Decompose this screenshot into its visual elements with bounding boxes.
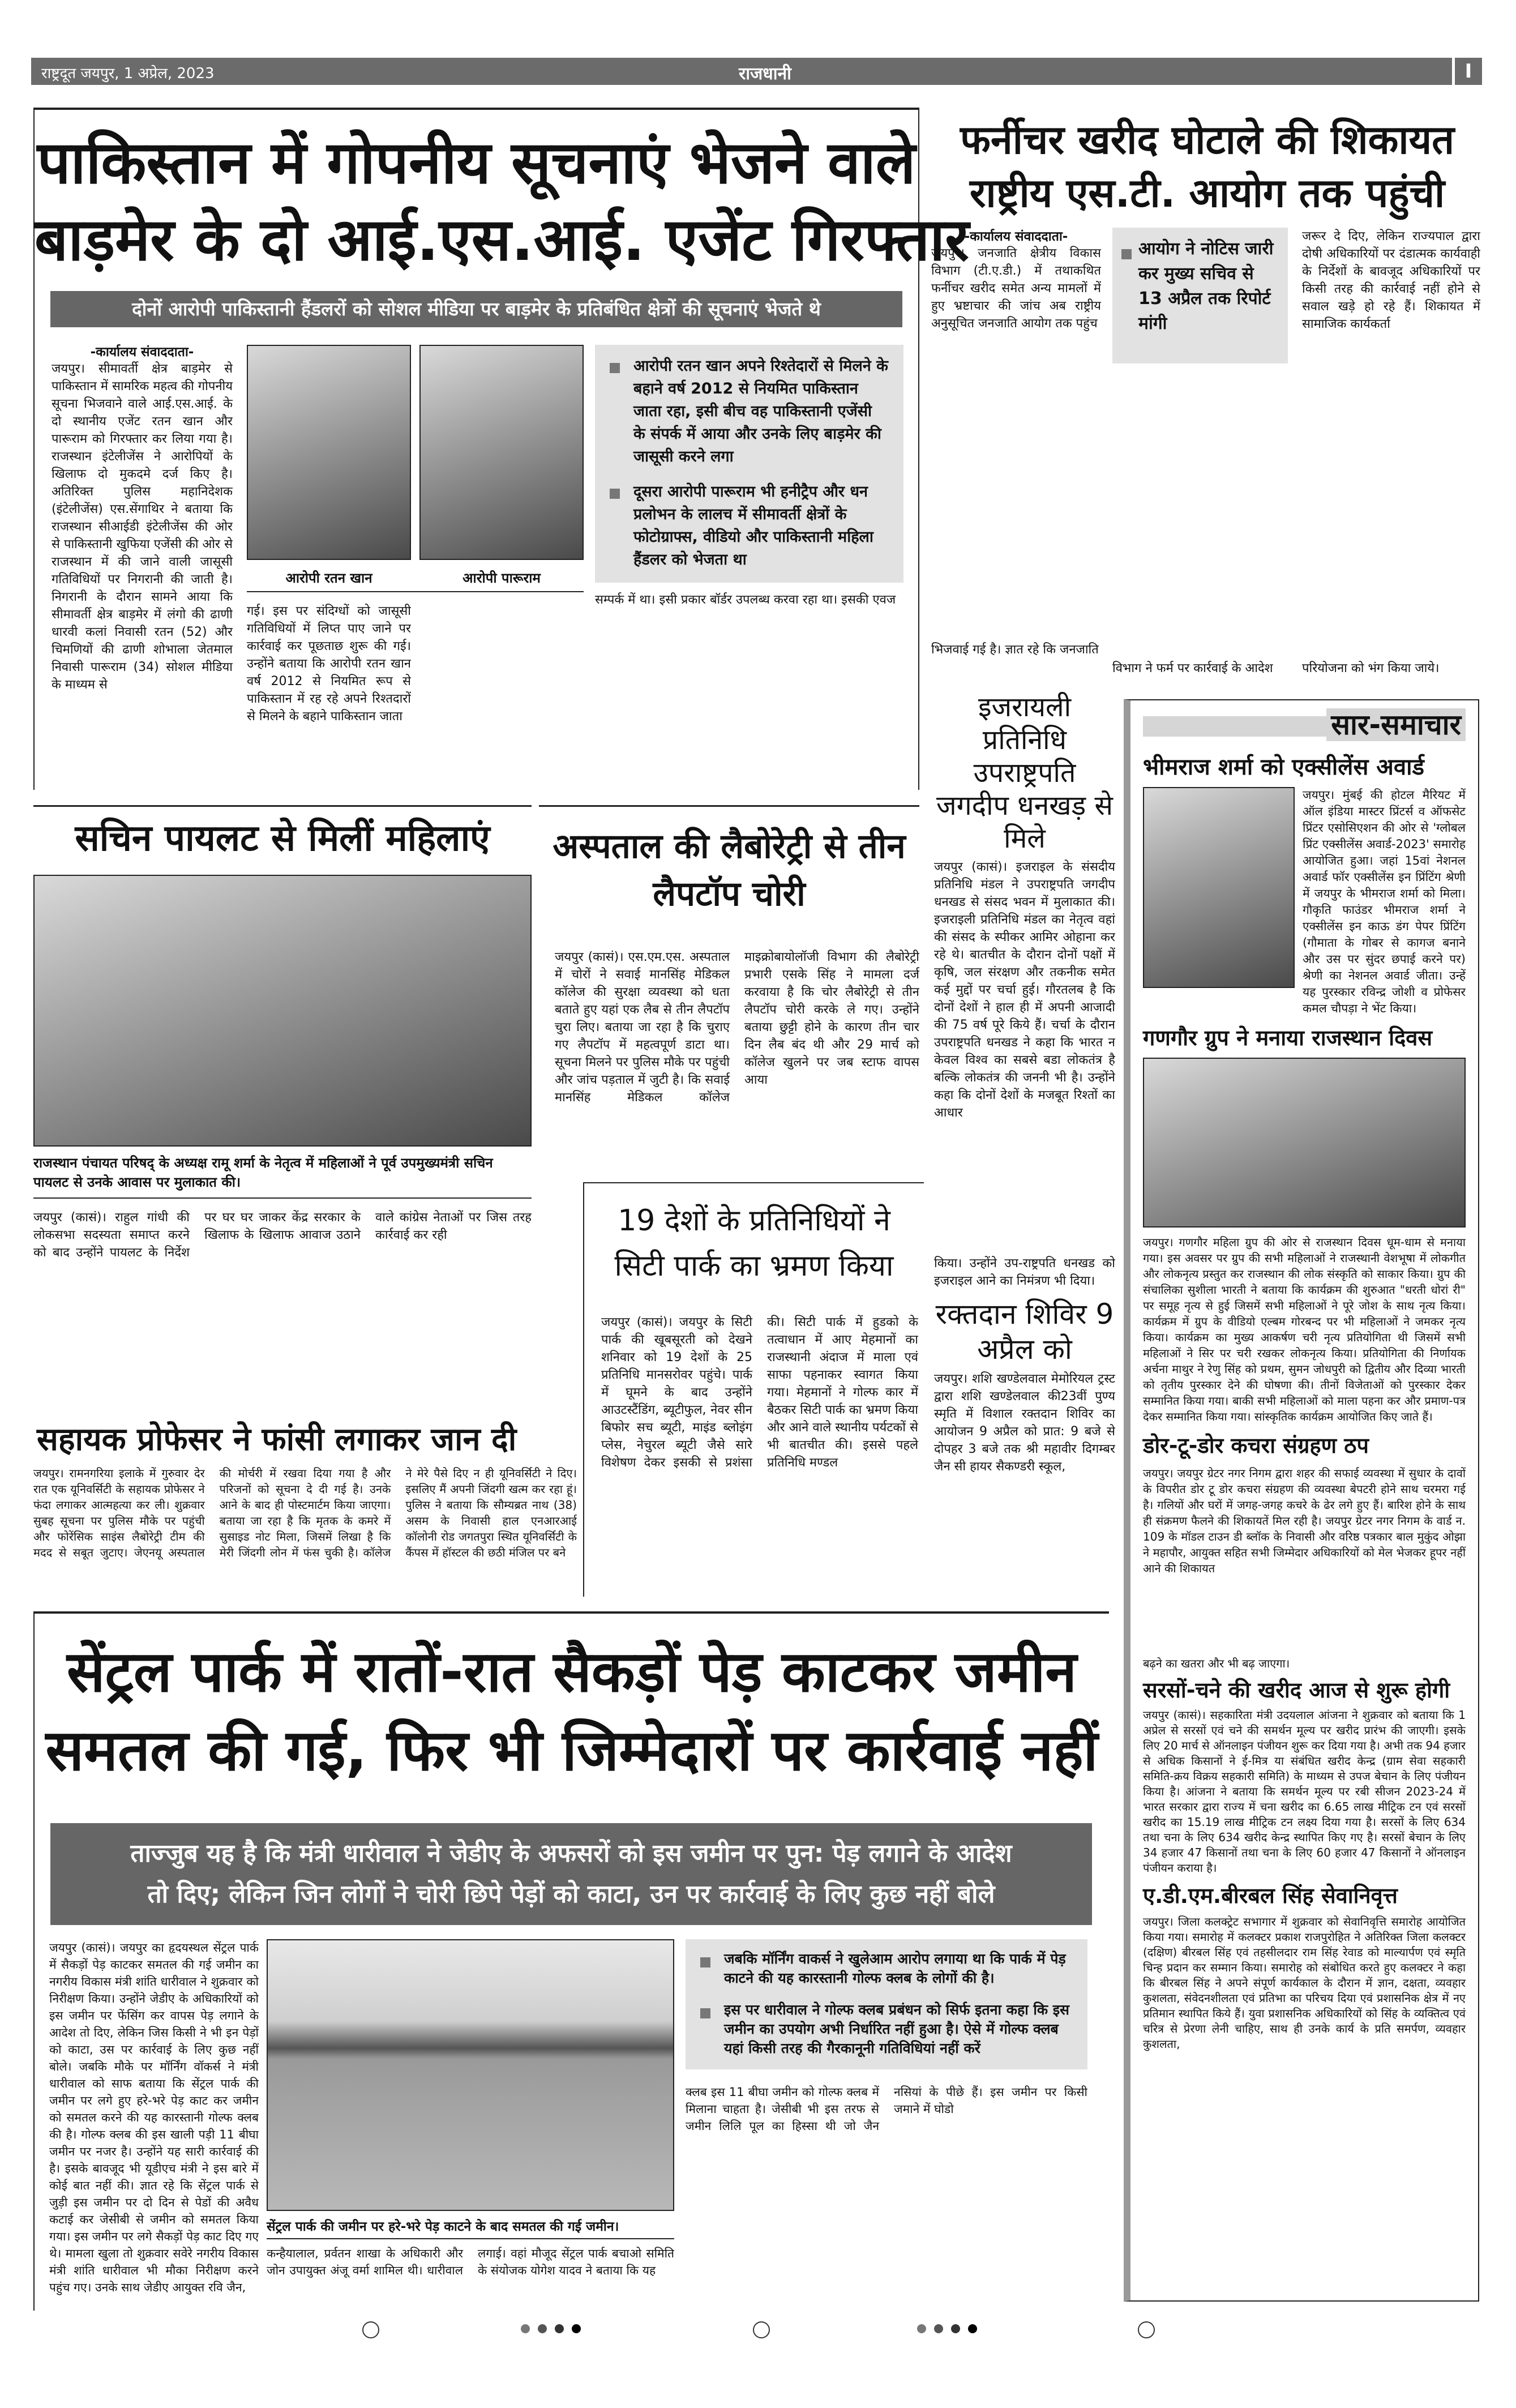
- page-number: I: [1455, 58, 1482, 85]
- subheadline: [50, 1823, 1092, 1925]
- section-name: राजधानी: [739, 64, 791, 84]
- subheadline: दोनों आरोपी पाकिस्तानी हैंडलरों को सोशल मीडिया पर बाड़मेर के प्रतिबंधित क्षेत्रों की सूचनाएं भेजते थे: [50, 291, 902, 327]
- article-city-park-visit: [583, 1182, 924, 1597]
- article-body: जयपुर। रामनगरिया इलाके में गुरुवार देर रात एक यूनिवर्सिटी के सहायक प्रोफेसर ने फंदा लगाकर आत्महत्या कर ली। शुक्रवार सुबह सूचना पर पुलिस मौके पर पहुंची और फोरेंसिक साइंस लैबोरेट्री टीम की मदद से सबूत जुटाए। जेएनयू अस्पताल की मोर्चरी में रखवा दिया गया है और परिजनों को सूचना दे दी गई है। उनके आने के बाद ही पोस्टमार्टम किया जाएगा। बताया जा रहा है कि मृतक के कमरे में सुसाइड नोट मिला, जिसमें लिखा है कि मेरी जिंदगी लोन में फंस चुकी है। कॉलेज ने मेरे पैसे दिए न ही यूनिवर्सिटी ने दिए। इसलिए मैं अपनी जिंदगी खत्म कर रहा हूं। पुलिस ने बताया कि सौम्यब्रत नाथ (38) असम के निवासी हाल एनआरआई कॉलोनी रोड जगतपुरा स्थित यूनिवर्सिटी के कैंपस में हॉस्टल की छठी मंजिल पर बने: [33, 1466, 577, 1559]
- article-body: जयपुर। जनजाति क्षेत्रीय विकास विभाग (टी.ए.डी.) में तथाकथित फर्नीचर खरीद समेत अन्य मामलों में हुए भ्रष्टाचार की जांच अब राष्ट्रीय अनुसूचित जनजाति आयोग तक पहुंच: [931, 246, 1101, 331]
- article-body: जयपुर (कासं)। जयपुर के सिटी पार्क की खूबसूरती को देखने शनिवार को 19 देशों के 25 प्रतिनिधि मानसरोवर पहुंचे। पार्क में घूमने के बाद उन्होंने आउटस्टैंडिंग, ब्यूटीफुल, नेवर सीन बिफोर सच ब्यूटी, माइंड ब्लोइंग प्लेस, नेचुरल ब्यूटी जैसे सारे विशेषण देकर इसकी से प्रशंसा की। सिटी पार्क में हुडको के तत्वाधान में आए मेहमानों का राजस्थानी अंदाज में माला एवं साफा पहनाकर स्वागत किया गया। मेहमानों ने गोल्फ कार में बैठकर सिटी पार्क का भ्रमण किया और आने वाले स्थानीय पर्यटकों से भी बातचीत की। इससे पहले प्रतिनिधि मण्डल: [601, 1315, 918, 1470]
- photo-bhimraj-sharma: [1143, 787, 1295, 988]
- headline: रक्तदान शिविर 9 अप्रैल को: [935, 1298, 1114, 1366]
- bullet-text: इस पर धारीवाल ने गोल्फ क्लब प्रबंधन को सिर्फ इतना कहा कि इस जमीन का उपयोग अभी निर्धारित नहीं हुआ है। ऐसे में गोल्फ क्लब यहां किसी तरह की गैरकानूनी गतिविधियां नहीं करें: [724, 2001, 1069, 2056]
- article-body: क्लब इस 11 बीघा जमीन को गोल्फ क्लब में मिलाना चाहता है। जेसीबी भी इस तरफ से जमीन लिलि पूल का हिस्सा थी जो जैन नसियां के पीछे हैं। इस जमीन पर किसी जमाने में घोडो: [686, 2085, 1087, 2133]
- article-hospital-laptop-theft: [539, 805, 919, 1181]
- color-dot-icon: [555, 2324, 564, 2333]
- article-body: जयपुर। सीमावर्ती क्षेत्र बाड़मेर से पाकिस्तान में सामरिक महत्व की गोपनीय सूचना भिजवाने वाले आई.एस.आई. के दो स्थानीय एजेंट रतन खान और पारूराम को गिरफ्तार कर लिया गया है। राजस्थान इंटेलीजेंस ने आरोपियों के खिलाफ दो मुकदमे दर्ज किए है। अतिरिक्त पुलिस महानिदेशक (इंटेलीजेंस) एस.सेंगाथिर ने बताया कि राजस्थान सीआईडी इंटेलीजेंस की ओर से पाकिस्तानी खुफिया एजेंसी की ओर से राजस्थान में की जाने वाली जासूसी गतिविधियों पर निगरानी की जाती है। निगरानी के दौरान सामने आया कि सीमावर्ती क्षेत्र बाड़मेर में लंगो की ढाणी धारवी कलां निवासी रतन (52) और चिमणियों की ढाणी शोभाला जेतमाल निवासी पारूराम (34) सोशल मीडिया के माध्यम से: [52, 362, 233, 692]
- photo-caption: सेंट्रल पार्क की जमीन पर हरे-भरे पेड़ काटने के बाद समतल की गई जमीन।: [267, 2219, 619, 2234]
- color-dot-icon: [968, 2324, 977, 2333]
- article-body: जयपुर (कासं)। सहकारिता मंत्री उदयलाल आंजना ने शुक्रवार को बताया कि 1 अप्रेल से सरसों एवं चने की समर्थन मूल्य पर खरीद प्रारंभ की जाएगी। इसके लिए 20 मार्च से ऑनलाइन पंजीयन शुरू कर दिया गया है। अभी तक 94 हजार से अधिक किसानों ने ई-मित्र या संबंधित खरीद केन्द्र (ग्राम सेवा सहकारी समिति-क्रय विक्रय सहकारी समिति) के माध्यम से उपज बेचान के लिए पंजीयन किया है। आंजना ने बताया कि समर्थन मूल्य पर रबी सीजन 2023-24 में भारत सरकार द्वारा राज्य में चना खरीद का 6.65 लाख मीट्रिक टन एवं सरसों खरीद का 15.19 लाख मीट्रिक टन लक्ष्य दिया गया है। सरसों के लिए 634 तथा चना के लिए 634 खरीद केन्द्र स्थापित किए गए है। सरसों बेचान के लिए 34 हजार 47 किसानों तथा चना के लिए 60 हजार 47 किसानों ने ऑनलाइन पंजीयन कराया है।: [1143, 1708, 1466, 1875]
- article-body: जयपुर। मुंबई की होटल मैरियट में ऑल इंडिया मास्टर प्रिंटर्स व ऑफसेट प्रिंटर एसोसिएशन की ओर से 'ग्लोबल प्रिंट एक्सीलेंस अवार्ड-2023' समारोह आयोजित हुआ। जहां 15वां नेशनल अवार्ड फॉर एक्सीलेंस इन प्रिंटिंग श्रेणी में जयपुर के भीमराज शर्मा को मिला। गौकृति फाउंडर भीमराज शर्मा ने एक्सीलेंस इन काऊ डंग पेपर प्रिंटिंग (गौमाता के गोबर से कागज बनाने और उस पर सुंदर छपाई करने पर) श्रेणी का नेशनल अवार्ड जीता। उन्हें यह पुरस्कार रविन्द्र जोशी व प्रोफेसर कमल चौपड़ा ने भेंट किया।: [1303, 788, 1466, 1015]
- headline-award: भीमराज शर्मा को एक्सीलेंस अवार्ड: [1143, 754, 1424, 780]
- registration-mark-icon: [753, 2321, 770, 2338]
- highlight-bullets: [686, 1939, 1087, 2069]
- headline-adm-retired: ए.डी.एम.बीरबल सिंह सेवानिवृत्त: [1143, 1883, 1398, 1908]
- color-dot-icon: [951, 2324, 960, 2333]
- byline: -कार्यालय संवाददाता-: [964, 229, 1068, 244]
- photo-caption: आरोपी रतन खान: [285, 570, 372, 586]
- photo-gangaur-group: [1143, 1058, 1466, 1227]
- registration-mark-icon: [362, 2321, 379, 2338]
- color-dot-icon: [934, 2324, 943, 2333]
- color-dot-icon: [917, 2324, 926, 2333]
- headline: सचिन पायलट से मिलीं महिलाएं: [75, 818, 490, 859]
- article-body: जयपुर (कासं)। एस.एम.एस. अस्पताल में चोरों ने सवाई मानसिंह मेडिकल कॉलेज की सुरक्षा व्यवस्था को धता बताते हुए यहां एक लैब से तीन लैपटॉप चुरा लिए। बताया जा रहा है कि चुराए गए लैपटॉप में महत्वपूर्ण डाटा था। सूचना मिलने पर पुलिस मौके पर पहुंची और जांच पड़ताल में जुटी है। कि सवाई मानसिंह मेडिकल कॉलेज माइक्रोबायोलॉजी विभाग की लैबोरेट्री प्रभारी एसके सिंह ने मामला दर्ज करवाया है कि चोर लैबोरेट्री से तीन लैपटॉप चोरी करके ले गए। उन्होंने बताया छुट्टी होने के कारण तीन चार दिन लैब बंद थी और 29 मार्च को कॉलेज खुलने पर जब स्टाफ वापस आया: [555, 950, 919, 1105]
- bullet-text: जबकि मॉर्निंग वाकर्स ने खुलेआम आरोप लगाया था कि पार्क में पेड़ काटने की यह कारस्तानी गोल्फ क्लब के लोगों की है।: [724, 1951, 1066, 1986]
- article-body-end: परियोजना को भंग किया जाये।: [1302, 661, 1440, 675]
- article-body-end: विभाग ने फर्म पर कार्रवाई के आदेश: [1112, 661, 1273, 675]
- bullet-text: आरोपी रतन खान अपने रिश्तेदारों से मिलने के बहाने वर्ष 2012 से नियमित पाकिस्तान जाता रहा, इसी बीच वह पाकिस्तानी एजेंसी के संपर्क में आया और उनके लिए बाड़मेर की जासूसी करने लगा: [633, 357, 888, 465]
- article-furniture-scam: [931, 108, 1483, 679]
- article-israel-delegation: [934, 691, 1115, 1288]
- article-body-end: भिजवाई गई है। ज्ञात रहे कि जनजाति: [931, 643, 1099, 657]
- headline: सहायक प्रोफेसर ने फांसी लगाकर जान दी: [37, 1421, 517, 1458]
- color-dot-icon: [538, 2324, 547, 2333]
- photo-paruram: [419, 345, 584, 560]
- article-body: जयपुर। जिला कलक्ट्रेट सभागार में शुक्रवार को सेवानिवृत्ति समारोह आयोजित किया गया। समारोह में कलक्टर प्रकाश राजपुरोहित ने अतिरिक्त जिला कलक्टर (दक्षिण) बीरबल सिंह एवं तहसीलदार राम सिंह रेवाड को माल्यार्पण एवं स्मृति चिन्ह प्रदान कर सम्मान किया। समारोह को संबोधित करते हुए कलक्टर ने कहा कि बीरबल सिंह ने अपने संपूर्ण कार्यकाल के दौरान में ज्ञान, दक्षता, व्यवहार कुशलता, संवेदनशीलता एवं प्रतिभा का परिचय दिया एवं प्रशासनिक क्षेत्र में नए प्रतिमान स्थापित किये हैं। युवा प्रशासनिक अधिकारियों को सिंह के व्यक्तित्व एवं चरित्र से प्रेरणा लेनी चाहिए, साथ ही उनके कार्य के प्रति समर्पण, व्यवहार कुशलता,: [1143, 1915, 1466, 2051]
- headline: 19 देशों के प्रतिनिधियों ने सिटी पार्क का भ्रमण किया: [614, 1204, 894, 1283]
- headline: अस्पताल की लैबोरेट्री से तीन लैपटॉप चोरी: [553, 827, 906, 914]
- bullet-item: [610, 355, 889, 468]
- photo-cleared-land: [267, 1939, 674, 2211]
- bullet-item: [700, 1949, 1073, 1988]
- article-body: सम्पर्क में था। इसी प्रकार बॉर्डर उपलब्ध करवा रहा था। इसकी एवज: [595, 593, 896, 607]
- bullet-text: दूसरा आरोपी पारूराम भी हनीट्रैप और धन प्रलोभन के लालच में सीमावर्ती क्षेत्रों के फोटोग्राफ्स, वीडियो और पाकिस्तानी महिला हैंडलर को भेजता था: [633, 483, 873, 568]
- byline: -कार्यालय संवाददाता-: [90, 345, 194, 360]
- article-body-end: बढ़ने का खतरा और भी बढ़ जाएगा।: [1143, 1657, 1290, 1670]
- article-pakistan-spies: [33, 108, 969, 790]
- section-title-bar: [1143, 708, 1466, 741]
- article-central-park-trees: [33, 1611, 1109, 2311]
- bullet-square-icon: [1121, 249, 1132, 259]
- article-body: जयपुर (कासं)। जयपुर का हृदयस्थल सेंट्रल पार्क में सैकड़ों पेड़ काटकर समतल की गई जमीन का नगरीय विकास मंत्री शांति धारीवाल ने शुक्रवार को निरीक्षण किया। उन्होंने जेडीए के अधिकारियों को इस जमीन पर फेंसिंग कर वापस पेड़ लगाने के आदेश तो दिए, लेकिन जिस किसी ने भी इन पेड़ों को काटा, उस पर कार्रवाई के लिए कुछ नहीं बोले। जबकि मौके पर मॉर्निंग वॉकर्स ने मंत्री धारीवाल को साफ बताया कि सेंट्रल पार्क की जमीन पर लगे हुए हरे-भरे पेड़ काट कर जमीन को समतल करने की यह कारस्तानी गोल्फ क्लब की है। गोल्फ क्लब की इस खाली पड़ी 11 बीघा जमीन पर नजर है। उन्होंने यह सारी कार्रवाई की है। इसके बावजूद भी यूडीएच मंत्री ने इस बारे में कोई बात नहीं की। ज्ञात रहे कि सेंट्रल पार्क से जुड़ी इस जमीन पर दो दिन से पेडों की अवैध कटाई कर जेसीबी से जमीन को समतल किया गया। इस जमीन पर लगे सैकड़ों पेड़ काट दिए गए थे। मामला खुला तो शुक्रवार सवेरे नगरीय विकास मंत्री शांति धारीवाल भी मौका निरीक्षण करने पहुंच गए। उनके साथ जेडीए आयुक्त रवि जैन,: [49, 1941, 259, 2294]
- bullet-item: [700, 2000, 1073, 2058]
- newspaper-date: राष्ट्रदूत जयपुर, 1 अप्रेल, 2023: [41, 65, 215, 82]
- article-body: जयपुर। शशि खण्डेलवाल मेमोरियल ट्रस्ट द्वारा शशि खण्डेलवाल की23वीं पुण्य स्मृति में विशाल रक्तदान शिविर का आयोजन 9 अप्रैल को प्रात: 9 बजे से दोपहर 3 बजे तक श्री महावीर दिगम्बर जैन सी हायर सैकण्डरी स्कूल,: [934, 1372, 1115, 1474]
- page-header-bar: [31, 58, 1452, 85]
- registration-mark-icon: [1138, 2321, 1155, 2338]
- headline-garbage: डोर-टू-डोर कचरा संग्रहण ठप: [1143, 1433, 1369, 1458]
- bullet-square-icon: [610, 363, 620, 373]
- article-body: जयपुर। जयपुर ग्रेटर नगर निगम द्वारा शहर की सफाई व्यवस्था में सुधार के दावों के विपरीत डोर टू डोर कचरा संग्रहण की व्यवस्था बेपटरी होने साथ चरमरा गई है। गलियों और घरों में जगह-जगह कचरे के ढेर लगे हुए हैं। बारिश होने के साथ ही संक्रमण फैलने की शिकायतें मिल रही है। जयपुर ग्रेटर नगर निगम के वार्ड न. 109 के मॉडल टाउन डी ब्लॉक के निवासी और वरिष्ठ पत्रकार बाल मुकुंद ओझा ने महापौर, आयुक्त सहित सभी जिम्मेदार अधिकारियों को मेल भेजकर हूपर नहीं आने की शिकायत: [1143, 1466, 1466, 1575]
- headline: फर्नीचर खरीद घोटाले की शिकायत: [960, 117, 1455, 163]
- section-title: सार-समाचार: [1326, 708, 1466, 741]
- photo-ratan-khan: [247, 345, 411, 560]
- article-blood-donation-camp: [934, 1297, 1115, 1597]
- article-body-end: किया। उन्होंने उप-राष्ट्रपति धनखड को इजराइल आने का निमंत्रण भी दिया।: [934, 1256, 1115, 1288]
- article-body: कन्हैयालाल, प्रर्वतन शाखा के अधिकारी और जोन उपायुक्त अंजू वर्मा शामिल थी। धारीवाल लगाई। वहां मौजूद सेंट्रल पार्क बचाओ समिति के संयोजक योगेश यादव ने बताया कि यह: [267, 2247, 674, 2277]
- article-professor-suicide: [33, 1405, 577, 1595]
- headline-mustard-purchase: सरसों-चने की खरीद आज से शुरू होगी: [1143, 1678, 1450, 1703]
- highlight-bullets: [595, 345, 903, 583]
- article-body: गई। इस पर संदिग्धों को जासूसी गतिविधियों में लिप्त पाए जाने पर कार्रवाई कर पूछताछ शुरू की गई। उन्होंने बताया कि आरोपी रतन खान वर्ष 2012 से नियमित रूप से पाकिस्तान में रह रहे अपने रिश्तदारों से मिलने के बहाने पाकिस्तान जाता: [247, 604, 411, 724]
- photo-pilot-with-women: [33, 875, 532, 1147]
- bullet-square-icon: [700, 1957, 710, 1968]
- article-body: जरूर दे दिए, लेकिन राज्यपाल द्वारा दोषी अधिकारियों पर दंडात्मक कार्यवाही के निर्देशों के बावजूद अधिकारियों पर किसी तरह की कार्रवाई नहीं होने से सवाल खड़े हो रहे हैं। शिकायत में सामाजिक कार्यकर्ता: [1302, 229, 1480, 331]
- headline-gangaur: गणगौर ग्रुप ने मनाया राजस्थान दिवस: [1143, 1025, 1433, 1050]
- photo-caption: आरोपी पारूराम: [462, 570, 541, 586]
- highlight-box: [1112, 228, 1288, 363]
- headline-line-2: बाड़मेर के दो आई.एस.आई. एजेंट गिरफ्तार: [35, 205, 969, 274]
- bullet-square-icon: [610, 489, 620, 499]
- headline: पाकिस्तान में गोपनीय सूचनाएं भेजने वाले: [37, 128, 916, 197]
- headline: इजरायली प्रतिनिधि उपराष्ट्रपति जगदीप धनखड़ से मिले: [936, 691, 1113, 854]
- subheadline-line: तो दिए; लेकिन जिन लोगों ने चोरी छिपे पेड़ों को काटा, उन पर कार्रवाई के लिए कुछ नहीं बोले: [147, 1880, 995, 1909]
- headline: सेंट्रल पार्क में रातों-रात सैकड़ों पेड़ काटकर जमीन: [66, 1639, 1077, 1705]
- color-dot-icon: [521, 2324, 530, 2333]
- subheadline-line: ताज्जुब यह है कि मंत्री धारीवाल ने जेडीए के अफसरों को इस जमीन पर पुन: पेड़ लगाने के आदेश: [130, 1839, 1012, 1868]
- headline-line-2: समतल की गई, फिर भी जिम्मेदारों पर कार्रवाई नहीं: [45, 1717, 1098, 1783]
- article-body: जयपुर (कासं)। राहुल गांधी की लोकसभा सदस्यता समाप्त करने को बाद उन्होंने पायलट के निर्देश पर घर घर जाकर केंद्र सरकार के खिलाफ के खिलाफ आवाज उठाने वाले कांग्रेस नेताओं पर जिस तरह कार्रवाई कर रही: [33, 1211, 532, 1260]
- headline-line-2: राष्ट्रीय एस.टी. आयोग तक पहुंची: [969, 169, 1445, 216]
- bullet-square-icon: [700, 2008, 710, 2018]
- article-body: जयपुर। गणगौर महिला ग्रुप की ओर से राजस्थान दिवस धूम-धाम से मनाया गया। इस अवसर पर ग्रुप की सभी महिलाओं ने राजस्थानी वेशभूषा में लोकगीत और लोकनृत्य प्रस्तुत कर राजस्थान की लोक संस्कृति को साकार किया। ग्रुप की संचालिका सुशीला भारती ने बताया कि कार्यक्रम की शुरुआत "धरती धोरां री" पर समूह नृत्य से हुई जिसमें सभी महिलाओं ने पूरे जोश के साथ नृत्य किया। कार्यक्रम में ग्रुप के वीडियो एल्बम गोरबन्द पर भी महिलाओं ने जमकर नृत्य किया। कार्यक्रम का मुख्य आकर्षण चरी नृत्य प्रतियोगिता थी जिसमें सभी महिलाओं ने सिर पर चरी रखकर लोकनृत्य किया। प्रतियोगिता की निर्णायक अर्चना माथुर ने रेणु सिंह को प्रथम, सुमन जोधपुरी को द्वितीय और दिव्या भारती को तृतीय पुरस्कार देने की घोषणा की। तीनों विजेताओं को पुरस्कार देकर सम्मानित किया गया। बाकी सभी महिलाओं को माला पहना कर और प्रमाण-पत्र देकर सम्मानित किया गया। सांस्कृतिक कार्यक्रम आयोजित किए जाते हैं।: [1143, 1235, 1466, 1423]
- highlight-text: आयोग ने नोटिस जारी कर मुख्य सचिव से 13 अप्रैल तक रिपोर्ट मांगी: [1138, 239, 1274, 333]
- print-registration-marks: [0, 2321, 1516, 2344]
- news-brief-sidebar: [1124, 699, 1479, 2302]
- color-dot-icon: [572, 2324, 581, 2333]
- photo-caption: राजस्थान पंचायत परिषद् के अध्यक्ष रामू शर्मा के नेतृत्व में महिलाओं ने पूर्व उपमुख्यमंत्री सचिन पायलट से उनके आवास पर मुलाकात की।: [33, 1155, 493, 1190]
- article-body: जयपुर (कासं)। इजराइल के संसदीय प्रतिनिधि मंडल ने उपराष्ट्रपति जगदीप धनखड से संसद भवन में मुलाकात की। इजराइली प्रतिनिधि मंडल का नेतृत्व वहां की संसद के स्पीकर आमिर ओहाना कर रहे थे। बातचीत के दौरान दोनों पक्षों में कृषि, जल संरक्षण और तकनीक समेत कई मुद्दों पर चर्चा हुई। गौरतलब है कि दोनों देशों ने हाल ही में अपनी आजादी की 75 वर्ष पूरे किये हैं। चर्चा के दौरान उपराष्ट्रपति धनखड ने कहा कि भारत न केवल विश्व का सबसे बडा लोकतंत्र है बल्कि लोकतंत्र की जननी भी है। उन्होंने कहा कि दोनों देशों के मजबूत रिश्तों का आधार: [934, 860, 1115, 1120]
- article-sachin-pilot: [33, 805, 532, 1401]
- bullet-item: [610, 481, 889, 571]
